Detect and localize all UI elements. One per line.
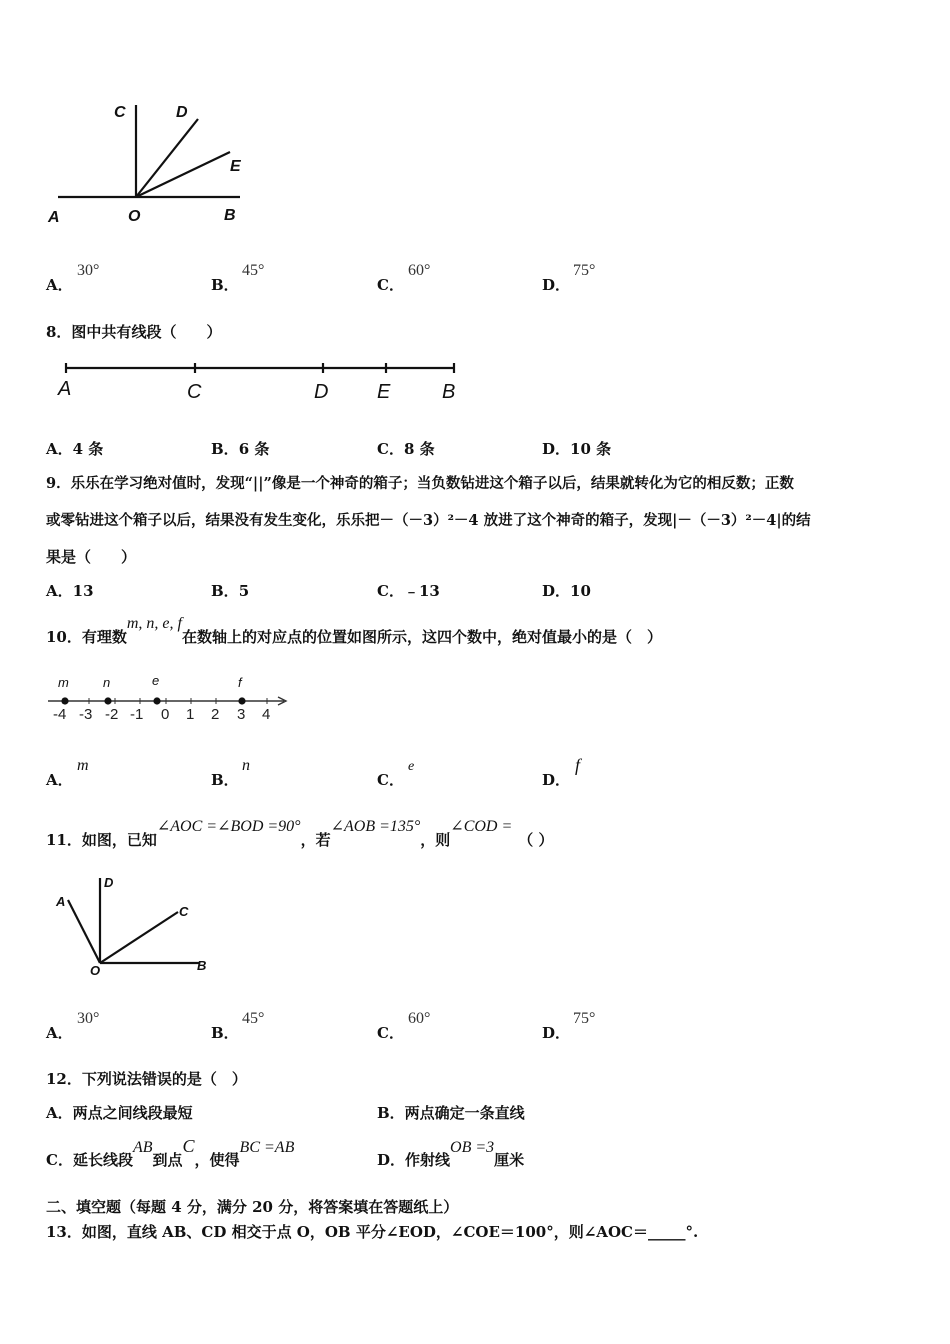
q11-stem-prefix: 11．如图，已知 [46,831,157,849]
option-letter: C． [377,771,404,789]
option-value: 45° [242,1010,265,1027]
q11-label-o: O [90,963,101,978]
q9-option-c: C．﹣13 [377,582,440,600]
q10-tick-label: -3 [79,706,93,722]
q8-label-b: B [442,381,456,403]
q10-point-e [153,697,160,704]
q10-tick-label: 3 [237,706,246,722]
q11-label-a: A [56,894,66,909]
q8-option-d: D．10 条 [542,440,612,458]
q11-math-cod: ∠COD = [450,818,513,835]
option-value: 45° [242,262,265,279]
option-value: m [77,757,89,774]
q10-tick-label: 4 [262,706,271,722]
q11-stem [46,815,554,855]
q10-options [46,757,746,789]
q9-stem-line2: 或零钻进这个箱子以后，结果没有发生变化，乐乐把－（－3）²－4 放进了这个神奇的箱子，发现|－（－3）²－4|的结 [46,512,811,529]
q8-option-a: A．4 条 [46,440,104,458]
q10-number-line [44,672,294,722]
section-heading: 二、填空题（每题 4 分，满分 20 分，将答案填在答题纸上） [46,1198,459,1216]
q10-tick-label: -2 [105,706,119,722]
option-value: 60° [408,262,431,279]
q10-tick-label: 0 [161,706,170,722]
q9-option-b: B．5 [211,582,250,600]
q12-option-c-prefix: C．延长线段 [46,1151,133,1169]
q10-tick-label: 2 [211,706,220,722]
q8-segment-figure [50,360,470,408]
q12-option-a: A．两点之间线段最短 [46,1104,193,1122]
q7-angle-figure [40,95,255,235]
q11-angle-figure [48,870,218,980]
q12-option-c [46,1136,294,1172]
option-letter: A． [46,771,73,789]
q12-option-d [377,1136,524,1172]
option-letter: C． [377,1024,404,1042]
option-letter: B． [211,771,239,789]
q10-tick-label: -1 [130,706,144,722]
q7-label-b: B [224,207,236,224]
option-letter: B． [211,1024,239,1042]
q12-option-d-prefix: D．作射线 [377,1151,451,1169]
q7-label-o: O [128,208,141,225]
q11-label-d: D [104,875,114,890]
option-letter: A． [46,1024,73,1042]
q10-stem-suffix: 在数轴上的对应点的位置如图所示，这四个数中，绝对值最小的是（ ） [181,628,662,646]
q10-stem [46,612,662,652]
q8-label-c: C [187,381,202,403]
q11-label-b: B [197,958,207,973]
q10-point-m [61,697,68,704]
q7-label-d: D [176,104,188,121]
option-letter: D． [542,1024,571,1042]
option-letter: D． [542,276,571,294]
q11-stem-mid2: ，则 [420,831,451,849]
q12-option-d-suffix: 厘米 [494,1151,525,1169]
option-value: 30° [77,262,100,279]
option-value: n [242,757,250,774]
option-value: 30° [77,1010,100,1027]
q9-option-a: A．13 [46,582,94,600]
q10-point-f [238,697,245,704]
q9-options [46,580,746,600]
q7-options [46,262,746,294]
option-value: 75° [573,262,596,279]
q8-label-e: E [377,381,391,403]
q11-stem-end: （ ） [518,831,554,849]
q12-math-c: C [182,1136,195,1156]
q8-label-d: D [314,381,329,403]
q7-label-c: C [114,104,126,121]
q10-stem-prefix: 10．有理数 [46,628,127,646]
option-letter: C． [377,276,404,294]
q11-stem-mid1: ，若 [300,831,331,849]
q11-math-aoc-bod: ∠AOC =∠BOD =90° [156,818,301,835]
q10-label-e: e [152,673,160,688]
q8-option-b: B．6 条 [211,440,270,458]
q8-stem: 8．图中共有线段（ ） [46,323,222,341]
q11-label-c: C [179,904,189,919]
option-value: e [408,759,415,774]
q10-point-n [104,697,111,704]
q13-stem: 13．如图，直线 AB、CD 相交于点 O，OB 平分∠EOD，∠COE＝100°，则∠AOC＝_____°. [46,1223,699,1241]
q12-option-c-mid2: ，使得 [194,1151,240,1169]
q8-options [46,438,746,458]
q9-stem-line3: 果是（ ） [46,548,137,566]
q9-stem-line1: 9．乐乐在学习绝对值时，发现“||”像是一个神奇的箱子；当负数钻进这个箱子以后，结果就转化为它的相反数；正数 [46,475,794,492]
q9-option-d: D．10 [542,582,591,600]
option-value: 75° [573,1010,596,1027]
q11-options [46,1010,746,1042]
q10-label-f: f [238,675,242,690]
q11-math-aob: ∠AOB =135° [330,818,421,835]
q12-option-c-mid: 到点 [152,1151,183,1169]
q7-label-a: A [48,209,60,226]
q8-option-c: C．8 条 [377,440,435,458]
q12-math-ob: OB =3 [450,1139,495,1156]
q7-label-e: E [230,158,241,175]
option-letter: D． [542,771,571,789]
q10-tick-label: 1 [186,706,195,722]
q12-math-ab: AB [132,1139,153,1156]
q12-stem: 12．下列说法错误的是（ ） [46,1070,247,1088]
q10-stem-math: m, n, e, f [126,615,182,632]
q12-math-bc-ab: BC =AB [239,1139,295,1156]
option-letter: B． [211,276,239,294]
q12-option-b: B．两点确定一条直线 [377,1104,525,1122]
q10-tick-label: -4 [53,706,67,722]
q10-label-n: n [103,675,111,690]
option-value: f [575,755,581,775]
option-value: 60° [408,1010,431,1027]
q10-label-m: m [58,675,69,690]
option-letter: A． [46,276,73,294]
q8-label-a: A [58,378,72,400]
